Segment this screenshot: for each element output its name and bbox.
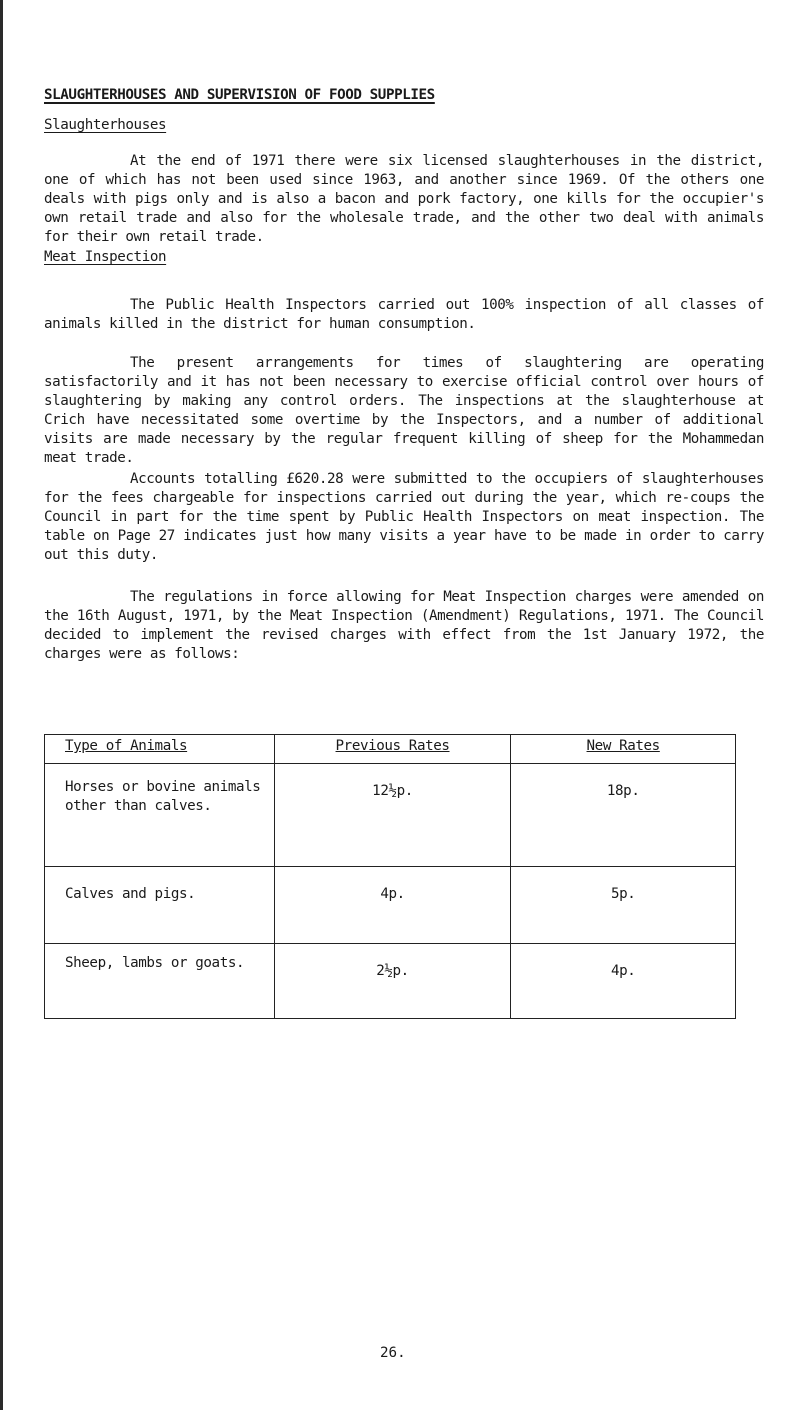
paragraph-meat-inspection-4: The regulations in force allowing for Meat Inspection charges were amended on the 16th August, 1971, by the Meat Inspection (Amendment) Regulations, 1971. The Council decided to implement the revised charges with effect from the 1st January 1972, the charges were as follows:: [44, 589, 764, 662]
table-header-row: [45, 735, 736, 764]
paragraph-slaughterhouses: At the end of 1971 there were six licensed slaughterhouses in the district, one of which has not been used since 1963, and another since 1969. Of the others one deals with pigs only and is also a bacon and pork factory, one kills for the occupier's own retail trade and also for the wholesale trade, and the other two deal with animals for their own retail trade.: [44, 153, 764, 245]
table-row: [45, 944, 736, 1019]
cell-animal-type: Sheep, lambs or goats.: [45, 944, 275, 1019]
cell-new-rate: 18p.: [511, 764, 736, 867]
header-previous-rates: Previous Rates: [274, 735, 511, 764]
cell-previous-rate: 4p.: [274, 867, 511, 944]
scan-edge-bar: [0, 0, 3, 1410]
cell-animal-type: Horses or bovine animals other than calves.: [45, 764, 275, 867]
header-type-of-animals: Type of Animals: [45, 735, 275, 764]
cell-new-rate: 4p.: [511, 944, 736, 1019]
section-title-slaughterhouses: Slaughterhouses: [44, 117, 167, 133]
header-new-rates: New Rates: [511, 735, 736, 764]
paragraph-meat-inspection-3: Accounts totalling £620.28 were submitted to the occupiers of slaughterhouses for the fees chargeable for inspections carried out during the year, which re-coups the Council in part for the time spent by Public Health Inspectors on meat inspection. The table on Page 27 indicates just how many visits a year have to be made in order to carry out this duty.: [44, 471, 764, 563]
cell-animal-type: Calves and pigs.: [45, 867, 275, 944]
cell-new-rate: 5p.: [511, 867, 736, 944]
inspection-charges-table: [44, 734, 736, 1019]
page-number: 26.: [380, 1345, 406, 1361]
table-row: [45, 867, 736, 944]
page-heading: SLAUGHTERHOUSES AND SUPERVISION OF FOOD SUPPLIES: [44, 87, 435, 103]
paragraph-meat-inspection-1: The Public Health Inspectors carried out 100% inspection of all classes of animals killed in the district for human consumption.: [44, 297, 764, 332]
table-row: [45, 764, 736, 867]
cell-previous-rate: 12½p.: [274, 764, 511, 867]
paragraph-meat-inspection-2: The present arrangements for times of slaughtering are operating satisfactorily and it has not been necessary to exercise official control over hours of slaughtering by making any control orders. The inspections at the slaughterhouse at Crich have necessitated some overtime by the Inspectors, and a number of additional visits are made necessary by the regular frequent killing of sheep for the Mohammedan meat trade.: [44, 355, 764, 466]
cell-previous-rate: 2½p.: [274, 944, 511, 1019]
section-title-meat-inspection: Meat Inspection: [44, 249, 167, 265]
